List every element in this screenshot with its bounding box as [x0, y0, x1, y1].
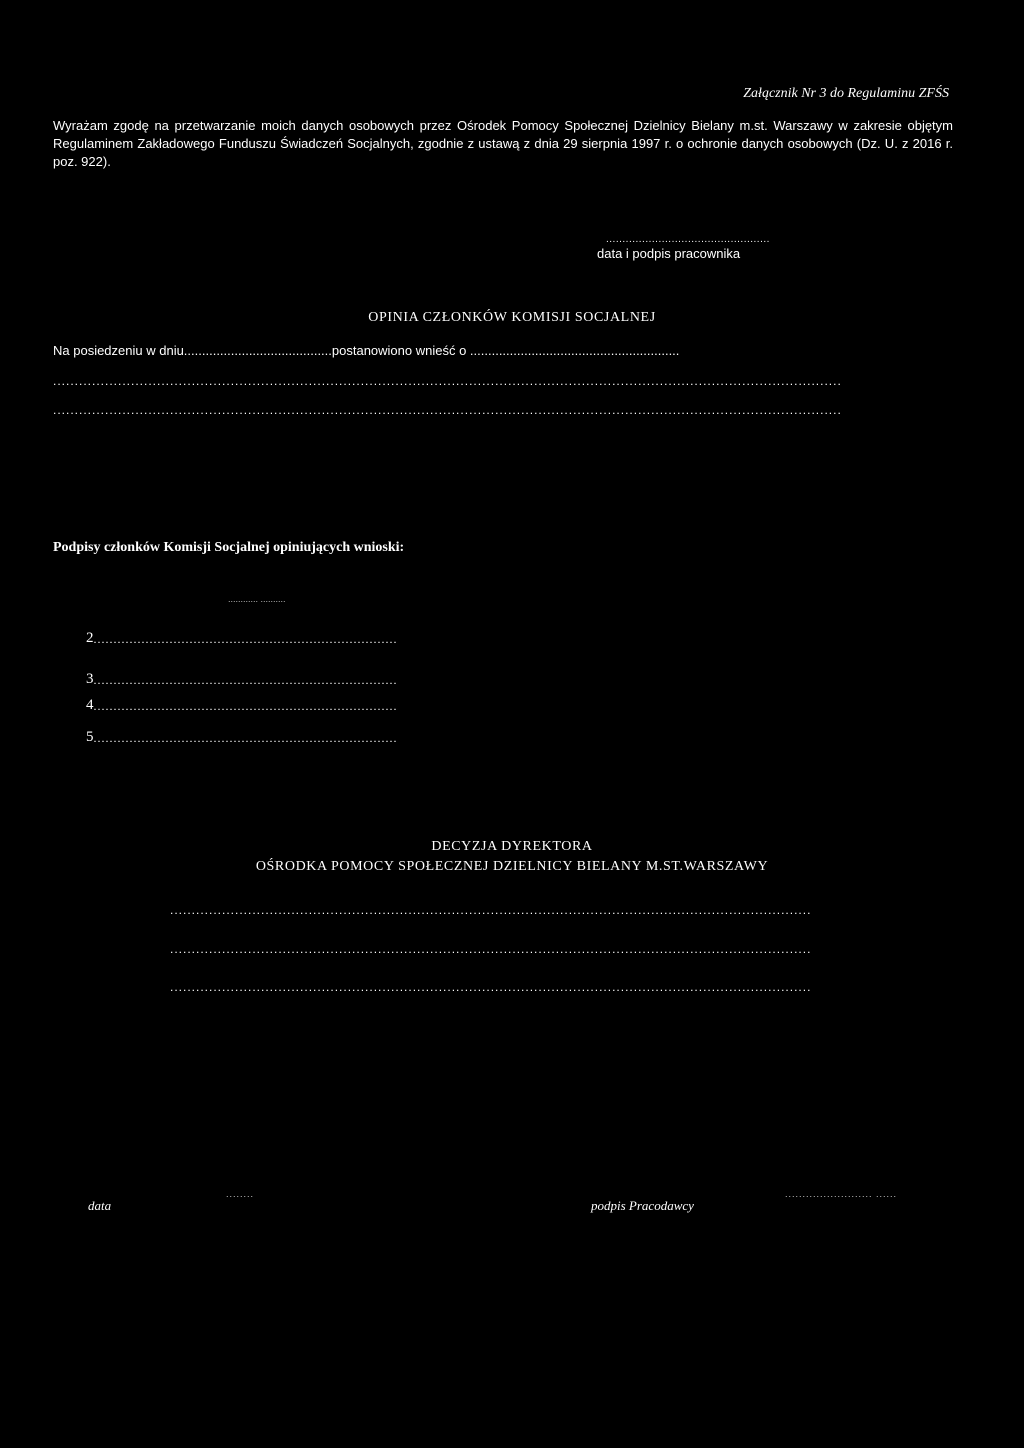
date-label: data — [88, 1198, 112, 1213]
member-number: 2 — [86, 630, 94, 646]
opinion-fill-line: ...................................................................................................................................................................................... — [53, 403, 842, 417]
member-signature-line: ............................................................................ — [93, 632, 398, 646]
opinion-fill-line: ...................................................................................................................................................................................... — [53, 374, 842, 388]
member-signature-row — [86, 729, 398, 746]
members-heading: Podpisy członków Komisji Socjalnej opiniujących wnioski: — [53, 540, 405, 555]
employer-signature-dots: ......................... ...... — [785, 1189, 898, 1199]
member-number: 5 — [86, 729, 94, 745]
member-signature-line: ............................................................................ — [93, 673, 398, 687]
decision-title: DECYZJA DYREKTORA — [431, 839, 593, 854]
opinion-title: OPINIA CZŁONKÓW KOMISJI SOCJALNEJ — [368, 310, 656, 325]
decision-fill-line: .................................................................................................................................................... — [170, 942, 812, 956]
member-number: 4 — [86, 697, 94, 713]
member-signature-row — [86, 630, 398, 647]
member-number: 3 — [86, 671, 94, 687]
annex-label: Załącznik Nr 3 do Regulaminu ZFŚS — [743, 86, 949, 101]
member-signature-line: ............................................................................ — [93, 699, 398, 713]
member-signature-row — [86, 671, 398, 688]
decision-subtitle: OŚRODKA POMOCY SPOŁECZNEJ DZIELNICY BIELANY M.ST.WARSZAWY — [255, 859, 769, 874]
employee-signature-line: .................................................. — [606, 234, 770, 245]
decision-fill-line: .................................................................................................................................................... — [170, 980, 812, 994]
member-signature-row — [86, 697, 398, 714]
date-dots: ........ — [226, 1189, 255, 1199]
member-signature-line: ............................................................................ — [93, 731, 398, 745]
employer-signature-label: podpis Pracodawcy — [591, 1198, 694, 1213]
employee-signature-label: data i podpis pracownika — [597, 246, 741, 261]
member-1-faint-line: ............ .......... — [228, 594, 286, 604]
consent-paragraph: Wyrażam zgodę na przetwarzanie moich danych osobowych przez Ośrodek Pomocy Społecznej Dzielnicy Bielany m.st. Warszawy w zakresie objętym Regulaminem Zakładowego Funduszu Świadczeń Socjalnych, zgodnie z ustawą z dnia 29 sierpnia 1997 r. o ochronie danych osobowych (Dz. U. z 2016 r. poz. 922). — [53, 118, 953, 169]
meeting-line: Na posiedzeniu w dniu.........................................postanowiono wnieść o .......................................................... — [53, 343, 680, 358]
decision-fill-line: .................................................................................................................................................... — [170, 903, 812, 917]
